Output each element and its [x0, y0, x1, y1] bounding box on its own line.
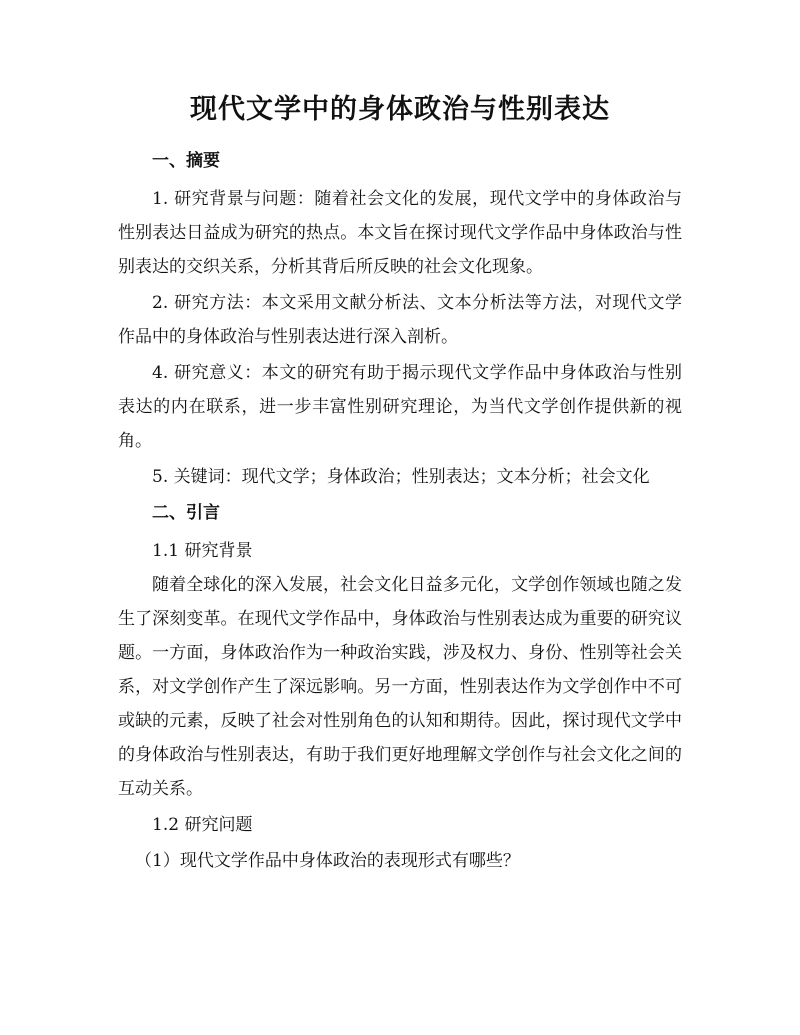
abstract-item-keywords: 5. 关键词：现代文学；身体政治；性别表达；文本分析；社会文化: [152, 467, 650, 487]
background-heading: 1.1 研究背景: [152, 541, 253, 561]
background-paragraph: 随着全球化的深入发展，社会文化日益多元化，文学创作领域也随之发生了深刻变革。在现代文学作品中，身体政治与性别表达成为重要的研究议题。一方面，身体政治作为一种政治实践，涉及权力、身份、性别等社会关系，对文学创作产生了深远影响。另一方面，性别表达作为文学创作中不可或缺的元素，反映了社会对性别角色的认知和期待。因此，探讨现代文学中的身体政治与性别表达，有助于我们更好地理解文学创作与社会文化之间的互动关系。: [118, 575, 682, 799]
abstract-heading: 一、摘要: [152, 151, 220, 171]
abstract-item-background: 1. 研究背景与问题：随着社会文化的发展，现代文学中的身体政治与性别表达日益成为研究的热点。本文旨在探讨现代文学作品中身体政治与性别表达的交织关系，分析其背后所反映的社会文化现象。: [118, 189, 682, 277]
intro-heading: 二、引言: [152, 503, 220, 523]
questions-heading: 1.2 研究问题: [152, 815, 253, 835]
question-item: （1）现代文学作品中身体政治的表现形式有哪些？: [135, 851, 520, 871]
abstract-item-significance: 4. 研究意义：本文的研究有助于揭示现代文学作品中身体政治与性别表达的内在联系，进一步丰富性别研究理论，为当代文学创作提供新的视角。: [118, 363, 682, 451]
document-title: 现代文学中的身体政治与性别表达: [190, 94, 610, 125]
abstract-item-method: 2. 研究方法：本文采用文献分析法、文本分析法等方法，对现代文学作品中的身体政治与性别表达进行深入剖析。: [118, 293, 682, 347]
